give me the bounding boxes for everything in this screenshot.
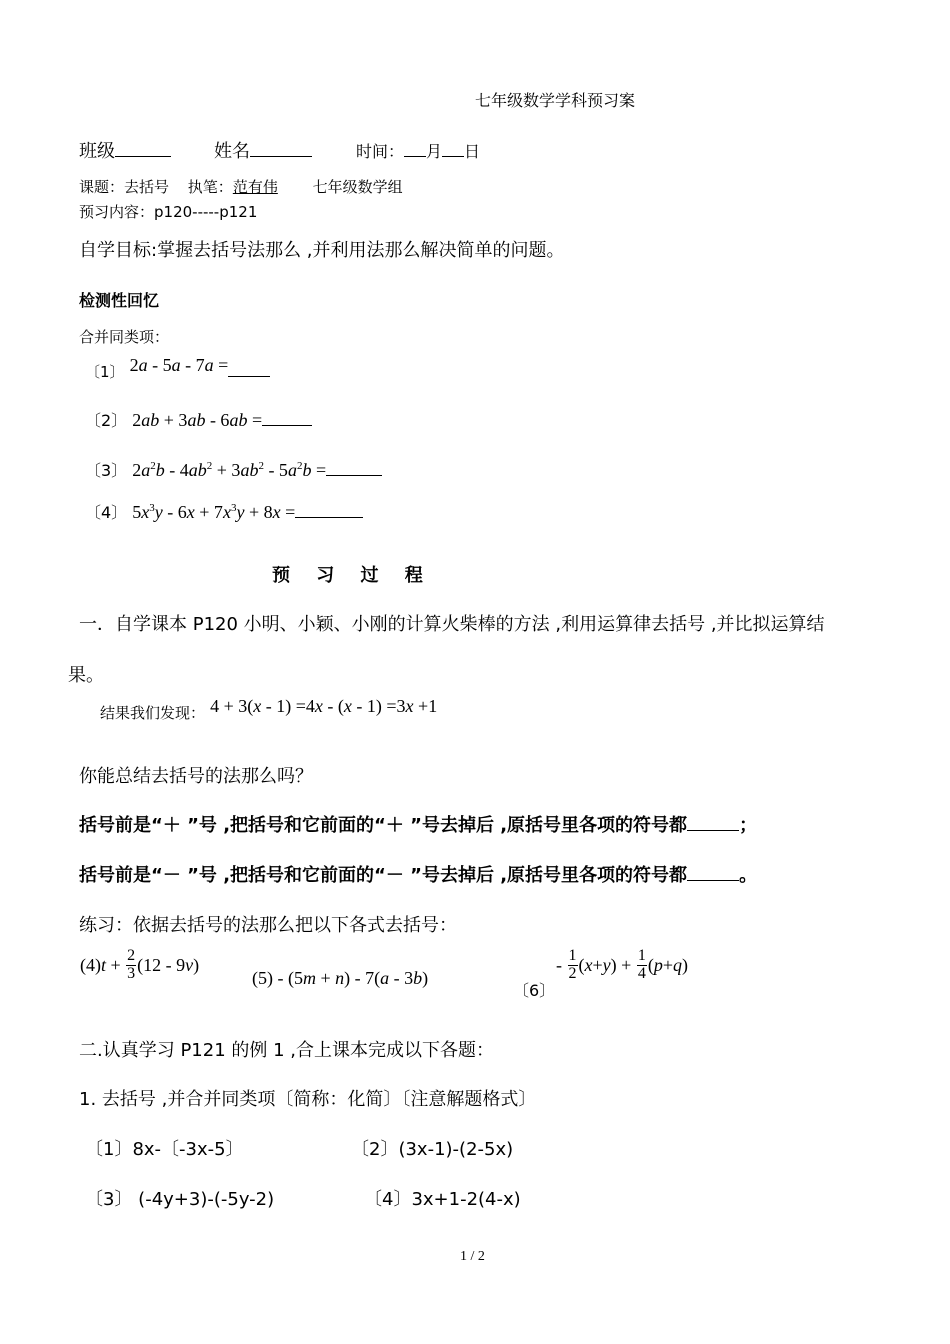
day-blank[interactable] [442, 140, 464, 157]
answer-blank[interactable] [262, 409, 312, 426]
item-expr: $5x^3y - 6x + 7x^3y + 8x$ = [132, 502, 296, 522]
name-blank[interactable] [250, 140, 312, 157]
name-field[interactable] [214, 137, 312, 163]
item-label: 〔1〕 [85, 363, 125, 381]
rule-plus-text: 括号前是“＋ ”号 ,把括号和它前面的“＋ ”号去掉后 ,原括号里各项的符号都 [79, 815, 688, 836]
practice-instruction: 练习：依据去括号的法那么把以下各式去括号： [79, 915, 457, 936]
review-heading: 检测性回忆 [79, 291, 160, 310]
class-blank[interactable] [115, 140, 171, 157]
author-label: 执笔： [187, 178, 233, 196]
finding-label: 结果我们发现： [100, 704, 206, 722]
exercise-4: (4) t + $\frac{2}{3}$ (12 - 9 v ) [80, 947, 200, 982]
review-item-1 [85, 355, 270, 382]
rule-minus-text: 括号前是“－ ”号 ,把括号和它前面的“－ ”号去掉后 ,原括号里各项的符号都 [79, 865, 688, 886]
exercise-4-label: (4) [80, 954, 101, 975]
rule-question: 你能总结去括号的法那么吗？ [79, 766, 313, 787]
question-4: 〔4〕3x+1-2(4-x) [364, 1189, 521, 1210]
part2-heading: 二.认真学习 P121 的例 1 ,合上课本完成以下各题： [79, 1040, 494, 1061]
item-expr: 2ab + 3ab - 6ab = [132, 410, 263, 430]
exercise-6-label: 〔6〕 [513, 981, 556, 1000]
author-name: 范有伟 [232, 178, 278, 196]
topic: 课题：去括号 [79, 178, 170, 196]
rule-plus [79, 811, 757, 837]
question-1: 〔1〕8x-〔-3x-5〕 [85, 1139, 244, 1160]
topic-line [79, 176, 403, 197]
time-field[interactable] [356, 139, 480, 162]
page-title: 七年级数学学科预习案 [475, 91, 636, 110]
item-label: 〔4〕 [85, 503, 128, 522]
rule-minus [79, 861, 757, 887]
item-label: 〔3〕 [85, 461, 128, 480]
rule-minus-blank[interactable] [687, 864, 739, 881]
part2-task: 1. 去括号 ,并合并同类项〔简称：化简〕〔注意解题格式〕 [79, 1089, 537, 1110]
fraction-one-half: $\frac{1}{2}$ [568, 947, 577, 982]
review-subheading: 合并同类项： [79, 328, 170, 346]
group-name: 七年级数学组 [312, 178, 403, 196]
month-label: 月 [426, 142, 443, 161]
item-label: 〔2〕 [85, 411, 128, 430]
answer-blank[interactable] [295, 501, 363, 518]
question-2: 〔2〕(3x-1)-(2-5x) [351, 1139, 514, 1160]
answer-blank[interactable] [326, 459, 382, 476]
exercise-6: - $\frac{1}{2}$ ( x + y ) + $\frac{1}{4}$ ( p + q ) [556, 947, 688, 982]
preview-content: 预习内容：p120-----p121 [79, 203, 258, 221]
rule-plus-blank[interactable] [687, 814, 739, 831]
rule-minus-end: 。 [739, 865, 758, 886]
finding-line [100, 696, 438, 722]
process-heading: 预 习 过 程 [272, 565, 433, 586]
review-item-3 [85, 458, 382, 481]
item-expr: 2a - 5a - 7a = [129, 355, 229, 375]
review-item-4 [85, 500, 363, 523]
fraction-two-thirds: $\frac{2}{3}$ [127, 947, 136, 982]
exercise-5: (5) - (5m + n) - 7(a - 3b) [252, 968, 429, 988]
rule-plus-end: ； [739, 815, 758, 836]
part1-instruction-end: 果。 [68, 665, 104, 686]
finding-expr: 4 + 3(x - 1) =4x - (x - 1) =3x +1 [210, 696, 438, 716]
item-expr: $2a^2b - 4ab^2 + 3ab^2 - 5a^2b$ = [132, 460, 327, 480]
study-goal: 自学目标:掌握去括号法那么 ,并利用法那么解决简单的问题。 [79, 240, 565, 261]
day-label: 日 [464, 142, 481, 161]
question-3: 〔3〕 (-4y+3)-(-5y-2) [85, 1189, 275, 1210]
part1-instruction: 一．自学课本 P120 小明、小颖、小刚的计算火柴棒的方法 ,利用运算律去括号 ,并比拟运算结 [79, 614, 825, 635]
month-blank[interactable] [404, 140, 426, 157]
class-label: 班级 [79, 141, 115, 162]
time-label: 时间： [356, 142, 405, 161]
answer-blank[interactable] [228, 360, 270, 377]
name-label: 姓名 [214, 141, 250, 162]
class-field[interactable] [79, 137, 171, 163]
review-item-2 [85, 408, 312, 431]
page-number: 1 / 2 [460, 1249, 485, 1264]
fraction-one-quarter: $\frac{1}{4}$ [637, 947, 646, 982]
